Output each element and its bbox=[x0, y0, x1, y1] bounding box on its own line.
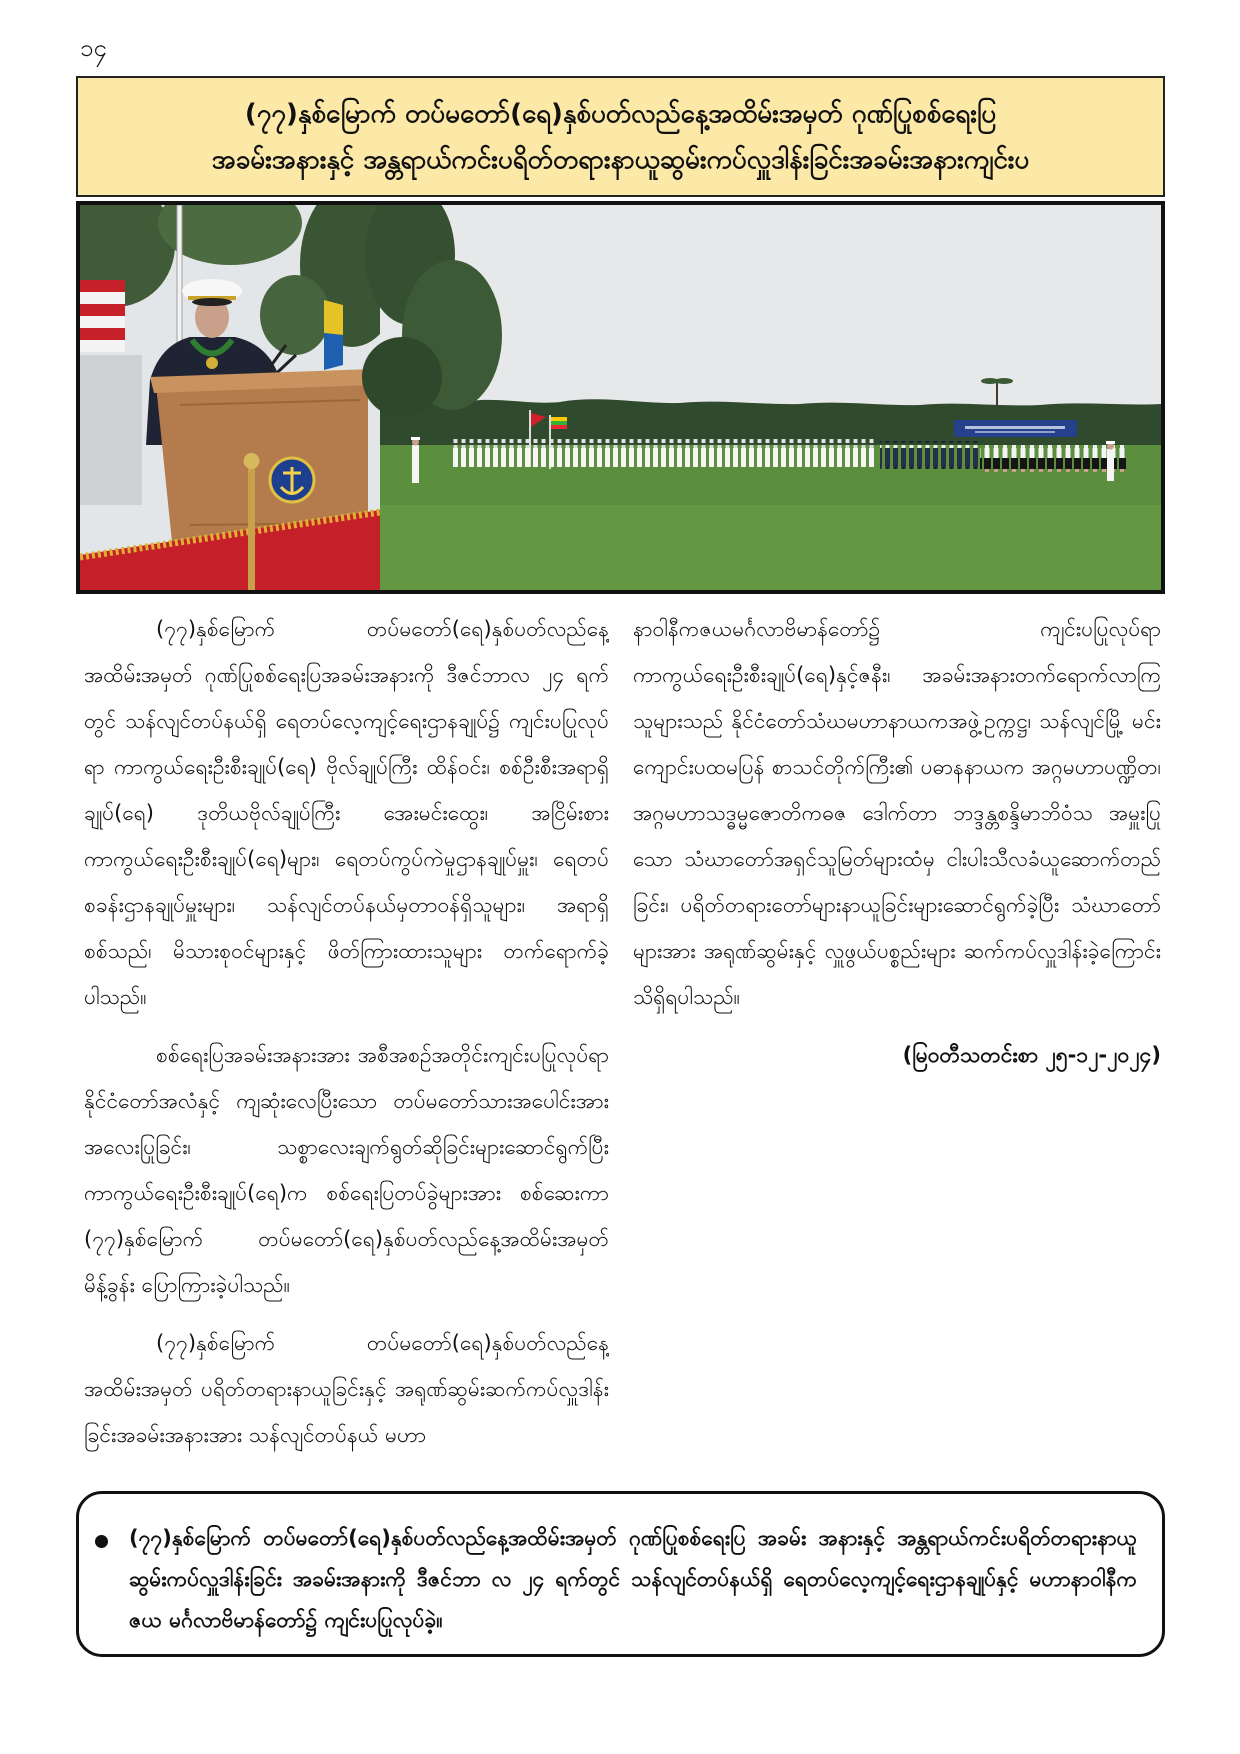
headline-line-2: အခမ်းအနားနှင့် အန္တရာယ်ကင်းပရိတ်တရားနာယူဆွမ်းကပ်လှူဒါန်းခြင်းအခမ်းအနားကျင်းပ bbox=[211, 144, 1030, 175]
sailor-ranks-white bbox=[452, 439, 876, 467]
anchor-emblem-icon bbox=[270, 458, 314, 502]
article-paragraph: (၇၇)နှစ်မြောက် တပ်မတော်(ရေ)နှစ်ပတ်လည်နေ့အထိမ်းအမှတ် ပရိတ်တရားနာယူခြင်းနှင့် အရုဏ်ဆွမ်းဆက်ကပ်လှူဒါန်းခြင်းအခမ်းအနားအား သန်လျင်တပ်နယ် မဟာ bbox=[84, 1331, 609, 1447]
article-paragraph: (၇၇)နှစ်မြောက် တပ်မတော်(ရေ)နှစ်ပတ်လည်နေ့အထိမ်းအမှတ် ဂုဏ်ပြုစစ်ရေးပြအခမ်းအနားကို ဒီဇင်ဘာလ ၂၄ ရက်တွင် သန်လျင်တပ်နယ်ရှိ ရေတပ်လေ့ကျင့်ရေးဌာနချုပ်၌ ကျင်းပပြုလုပ်ရာ ကာကွယ်ရေးဦးစီးချုပ်(ရေ) ဗိုလ်ချုပ်ကြီး ထိန်ဝင်း၊ စစ်ဦးစီးအရာရှိချုပ်(ရေ) ဒုတိယဗိုလ်ချုပ်ကြီး အေးမင်းထွေး၊ အငြိမ်းစားကာကွယ်ရေးဦးစီးချုပ်(ရေ)များ၊ ရေတပ်ကွပ်ကဲမှုဌာနချုပ်မှူး၊ ရေတပ်စခန်းဌာနချုပ်မှူးများ၊ သန်လျင်တပ်နယ်မှတာဝန်ရှိသူများ၊ အရာရှိစစ်သည်၊ မိသားစုဝင်များနှင့် ဖိတ်ကြားထားသူများ တက်ရောက်ခဲ့ပါသည်။ bbox=[84, 617, 609, 1009]
bullet-icon bbox=[95, 1535, 108, 1548]
article-left-column bbox=[84, 606, 609, 1466]
headline-box bbox=[76, 76, 1165, 197]
article-right-column bbox=[633, 606, 1161, 1166]
white-building bbox=[80, 355, 142, 505]
headline-line-1: (၇၇)နှစ်မြောက် တပ်မတော်(ရေ)နှစ်ပတ်လည်နေ့အထိမ်းအမှတ် ဂုဏ်ပြုစစ်ရေးပြ bbox=[244, 98, 997, 129]
page-number: ၁၄ bbox=[80, 34, 107, 62]
article-paragraph: စစ်ရေးပြအခမ်းအနားအား အစီအစဉ်အတိုင်းကျင်းပပြုလုပ်ရာ နိုင်ငံတော်အလံနှင့် ကျဆုံးလေပြီးသော တပ်မတော်သားအပေါင်းအားအလေးပြုခြင်း၊ သစ္စာလေးချက်ရွတ်ဆိုခြင်းများဆောင်ရွက်ပြီး ကာကွယ်ရေးဦးစီးချုပ်(ရေ)က စစ်ရေးပြတပ်ခွဲများအား စစ်ဆေးကာ (၇၇)နှစ်မြောက် တပ်မတော်(ရေ)နှစ်ပတ်လည်နေ့အထိမ်းအမှတ်မိန့်ခွန်း ပြောကြားခဲ့ပါသည်။ bbox=[84, 1043, 609, 1297]
event-banner bbox=[954, 420, 1077, 437]
news-photo-frame bbox=[76, 201, 1165, 594]
summary-text: (၇၇)နှစ်မြောက် တပ်မတော်(ရေ)နှစ်ပတ်လည်နေ့အထိမ်းအမှတ် ဂုဏ်ပြုစစ်ရေးပြ အခမ်း အနားနှင့် အန္တရာယ်ကင်းပရိတ်တရားနာယူ ဆွမ်းကပ်လှူဒါန်းခြင်း အခမ်းအနားကို ဒီဇင်ဘာ လ ၂၄ ရက်တွင် သန်လျင်တပ်နယ်ရှိ ရေတပ်လေ့ကျင့်ရေးဌာနချုပ်နှင့် မဟာနာဝါနီကဇယ မင်္ဂလာဗိမာန်တော်၌ ကျင်းပပြုလုပ်ခဲ့။ bbox=[129, 1526, 1137, 1632]
article-paragraph-continuation: နာဝါနီကဇယမင်္ဂလာဗိမာန်တော်၌ ကျင်းပပြုလုပ်ရာ ကာကွယ်ရေးဦးစီးချုပ်(ရေ)နှင့်ဇနီး၊ အခမ်းအနားတက်ရောက်လာကြသူများသည် နိုင်ငံတော်သံဃမဟာနာယကအဖွဲ့ဥက္ကဋ္ဌ၊ သန်လျင်မြို့ မင်းကျောင်းပထမပြန် စာသင်တိုက်ကြီး၏ ပဓာနနာယက အဂ္ဂမဟာပဏ္ဍိတ၊ အဂ္ဂမဟာသဒ္ဓမ္မဇောတိကဓဇ ဒေါက်တာ ဘဒ္ဒန္တစန္ဒိမာဘိဝံသ အမှူးပြုသော သံဃာတော်အရှင်သူမြတ်များထံမှ ငါးပါးသီလခံယူဆောက်တည်ခြင်း၊ ပရိတ်တရားတော်များနာယူခြင်းများဆောင်ရွက်ခဲ့ပြီး သံဃာတော်များအား အရုဏ်ဆွမ်းနှင့် လှူဖွယ်ပစ္စည်းများ ဆက်ကပ်လှူဒါန်းခဲ့ကြောင်း သိရှိရပါသည်။ bbox=[633, 617, 1161, 1009]
standing-sailor bbox=[1106, 441, 1115, 481]
grass-highlight bbox=[380, 505, 1161, 590]
photo-parade-field bbox=[362, 205, 1161, 590]
sailor-ranks-navy bbox=[880, 441, 978, 469]
news-photo bbox=[80, 205, 1161, 590]
naval-flag bbox=[324, 300, 343, 370]
article-source: (မြဝတီသတင်းစာ ၂၅-၁၂-၂၀၂၄) bbox=[902, 1043, 1161, 1067]
sailor-ranks-female bbox=[980, 444, 1127, 472]
summary-box bbox=[76, 1491, 1165, 1657]
medal bbox=[206, 357, 218, 369]
photo-officer-at-podium bbox=[80, 205, 404, 590]
cap-visor bbox=[192, 298, 232, 306]
striped-canopy bbox=[80, 280, 125, 352]
